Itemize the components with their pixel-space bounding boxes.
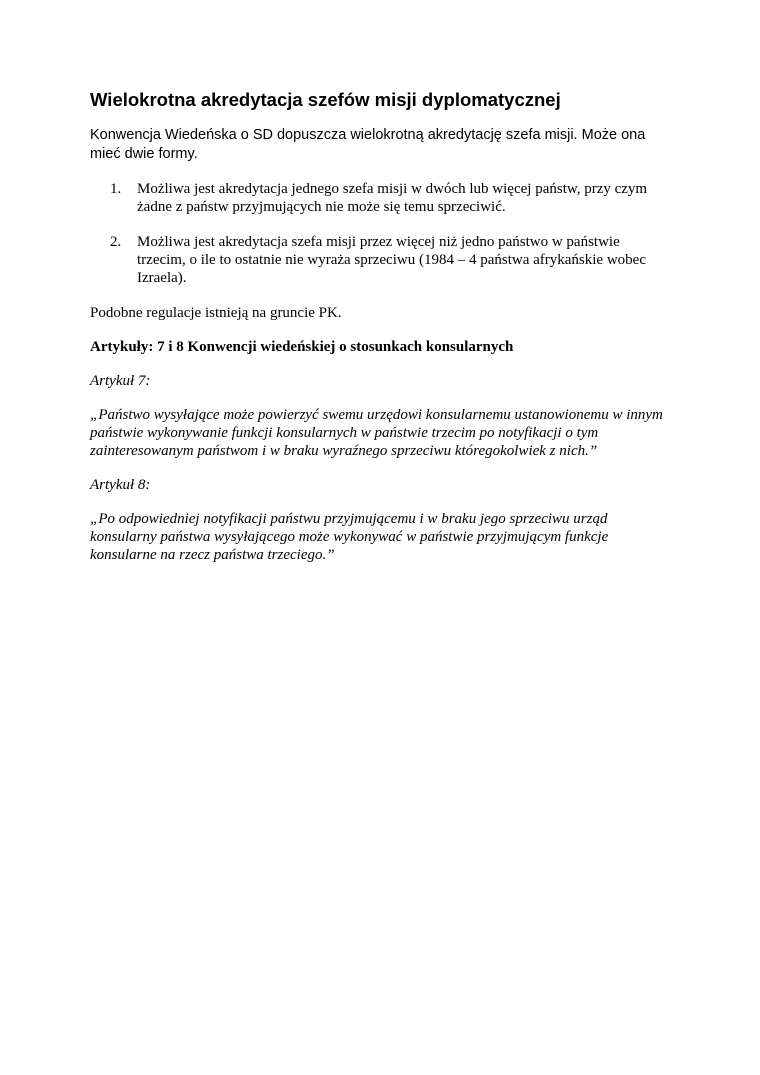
list-item <box>90 233 670 287</box>
list-item-number: 1. <box>110 181 122 197</box>
section-heading: Artykuły: 7 i 8 Konwencji wiedeńskiej o stosunkach konsularnych <box>90 339 514 355</box>
article8-quote: „Po odpowiedniej notyfikacji państwu przyjmującemu i w braku jego sprzeciwu urząd konsularny państwa wysyłającego może wykonywać w państwie przyjmującym funkcje konsularne na rzecz państwa trzeciego.” <box>90 511 609 563</box>
list-item <box>90 180 670 216</box>
document-page <box>90 88 670 580</box>
list-item-text: Możliwa jest akredytacja jednego szefa misji w dwóch lub więcej państw, przy czym żadne z państw przyjmujących nie może się temu sprzeciwić. <box>137 181 648 215</box>
list-item-number: 2. <box>110 234 122 250</box>
forms-list <box>90 180 670 287</box>
note-paragraph: Podobne regulacje istnieją na gruncie PK. <box>90 305 342 321</box>
article8-label: Artykuł 8: <box>90 477 151 493</box>
article7-label: Artykuł 7: <box>90 373 151 389</box>
article7-quote: „Państwo wysyłające może powierzyć swemu urzędowi konsularnemu ustanowionemu w innym państwie wykonywanie funkcji konsularnych w państwie trzecim po notyfikacji o tym zainteresowanym państwom i w braku wyraźnego sprzeciwu któregokolwiek z nich.” <box>90 407 663 459</box>
intro-paragraph: Konwencja Wiedeńska o SD dopuszcza wielokrotną akredytację szefa misji. Może ona mieć dwie formy. <box>90 127 646 162</box>
list-item-text: Możliwa jest akredytacja szefa misji przez więcej niż jedno państwo w państwie trzecim, o ile to ostatnie nie wyraża sprzeciwu (1984 – 4 państwa afrykańskie wobec Izraela). <box>137 234 646 286</box>
document-title: Wielokrotna akredytacja szefów misji dyplomatycznej <box>90 89 561 110</box>
